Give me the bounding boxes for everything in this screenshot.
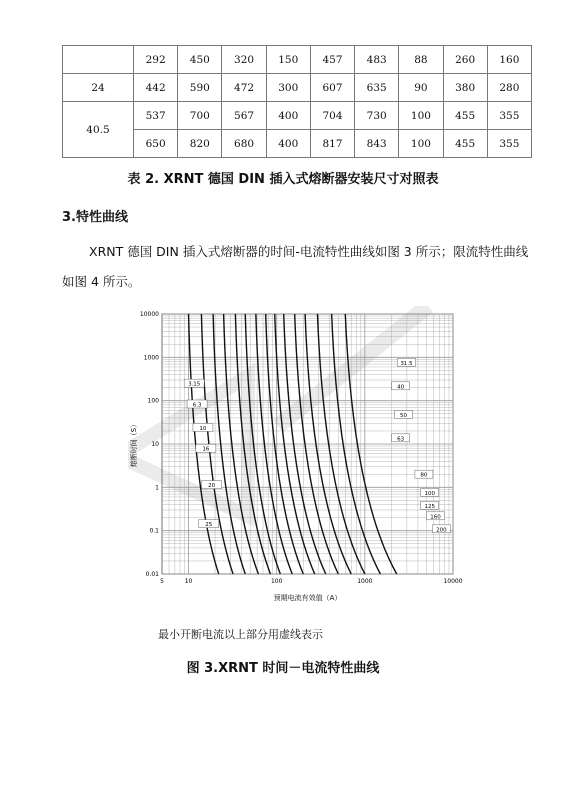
- table-cell: 567: [222, 102, 266, 130]
- table-cell: 100: [399, 130, 443, 158]
- rating-label: 160: [430, 514, 441, 521]
- x-tick-label: 1000: [357, 578, 373, 585]
- y-tick-label: 10000: [139, 311, 159, 318]
- table-cell: 817: [310, 130, 354, 158]
- rating-label: 31.5: [400, 360, 413, 367]
- table-cell: 320: [222, 46, 266, 74]
- table-cell: 635: [355, 74, 399, 102]
- table-cell: 820: [178, 130, 222, 158]
- table-cell: 380: [443, 74, 487, 102]
- rating-label: 50: [400, 412, 408, 419]
- y-tick-label: 1000: [143, 354, 159, 362]
- watermark-logo: [128, 306, 428, 516]
- dimension-table: [62, 45, 532, 158]
- table-cell: 442: [134, 74, 178, 102]
- body-paragraph: XRNT 德国 DIN 插入式熔断器的时间-电流特性曲线如图 3 所示；限流特性曲线如图 4 所示。: [62, 244, 529, 289]
- table-cell: 100: [399, 102, 443, 130]
- table-cell: 650: [134, 130, 178, 158]
- figure-note: 最小开断电流以上部分用虚线表示: [158, 628, 323, 641]
- table-cell: 260: [443, 46, 487, 74]
- table-cell: 355: [487, 102, 531, 130]
- x-tick-label: 5: [160, 578, 164, 585]
- rating-label: 16: [202, 446, 210, 453]
- table-row: [63, 102, 532, 130]
- x-axis-label: 预期电流有效值（A）: [273, 594, 342, 602]
- rating-label: 200: [436, 527, 447, 534]
- y-tick-label: 0.01: [145, 571, 159, 578]
- rating-label: 3.15: [188, 381, 201, 388]
- table-cell: 450: [178, 46, 222, 74]
- table-cell: 472: [222, 74, 266, 102]
- table-cell: 88: [399, 46, 443, 74]
- table-cell: 590: [178, 74, 222, 102]
- table-cell: 607: [310, 74, 354, 102]
- rating-label: 40: [397, 384, 405, 391]
- rating-label: 80: [420, 472, 428, 479]
- table-cell: 483: [355, 46, 399, 74]
- table-cell: 700: [178, 102, 222, 130]
- table-cell: 280: [487, 74, 531, 102]
- table-cell: 730: [355, 102, 399, 130]
- rating-label: 20: [208, 483, 216, 490]
- x-tick-label: 100: [270, 578, 283, 585]
- table-cell-voltage: 24: [63, 74, 134, 102]
- table-cell: 150: [266, 46, 310, 74]
- rating-label: 100: [424, 490, 435, 497]
- table-cell: 292: [134, 46, 178, 74]
- table-row: [63, 74, 532, 102]
- rating-label: 6.3: [192, 402, 202, 409]
- table-cell-voltage: [63, 46, 134, 74]
- rating-label: 10: [199, 425, 207, 432]
- rating-label: 25: [205, 522, 213, 529]
- y-tick-label: 10: [151, 441, 159, 448]
- table-cell: 355: [487, 130, 531, 158]
- table-row: [63, 130, 532, 158]
- table-cell: 90: [399, 74, 443, 102]
- table-caption: 表 2. XRNT 德国 DIN 插入式熔断器安装尺寸对照表: [127, 172, 439, 187]
- rating-label: 63: [397, 436, 405, 443]
- table-cell: 704: [310, 102, 354, 130]
- table-cell: 160: [487, 46, 531, 74]
- table-cell: 680: [222, 130, 266, 158]
- table-row: [63, 46, 532, 74]
- table-cell: 843: [355, 130, 399, 158]
- table-cell: 300: [266, 74, 310, 102]
- y-axis-label: 熔断时间（S）: [130, 420, 138, 468]
- table-cell: 457: [310, 46, 354, 74]
- section-heading: 3.特性曲线: [62, 210, 128, 225]
- y-tick-label: 1: [155, 484, 159, 492]
- table-cell: 455: [443, 130, 487, 158]
- x-tick-label: 10: [184, 578, 193, 585]
- table-cell: 400: [266, 102, 310, 130]
- table-cell: 455: [443, 102, 487, 130]
- table-cell-voltage: 40.5: [63, 102, 134, 158]
- table-cell: 537: [134, 102, 178, 130]
- figure-caption: 图 3.XRNT 时间－电流特性曲线: [186, 661, 380, 676]
- y-tick-label: 0.1: [149, 527, 159, 535]
- x-tick-label: 10000: [443, 578, 463, 585]
- table-cell: 400: [266, 130, 310, 158]
- time-current-chart: [128, 306, 468, 606]
- y-tick-label: 100: [147, 397, 159, 405]
- rating-label: 125: [424, 503, 435, 510]
